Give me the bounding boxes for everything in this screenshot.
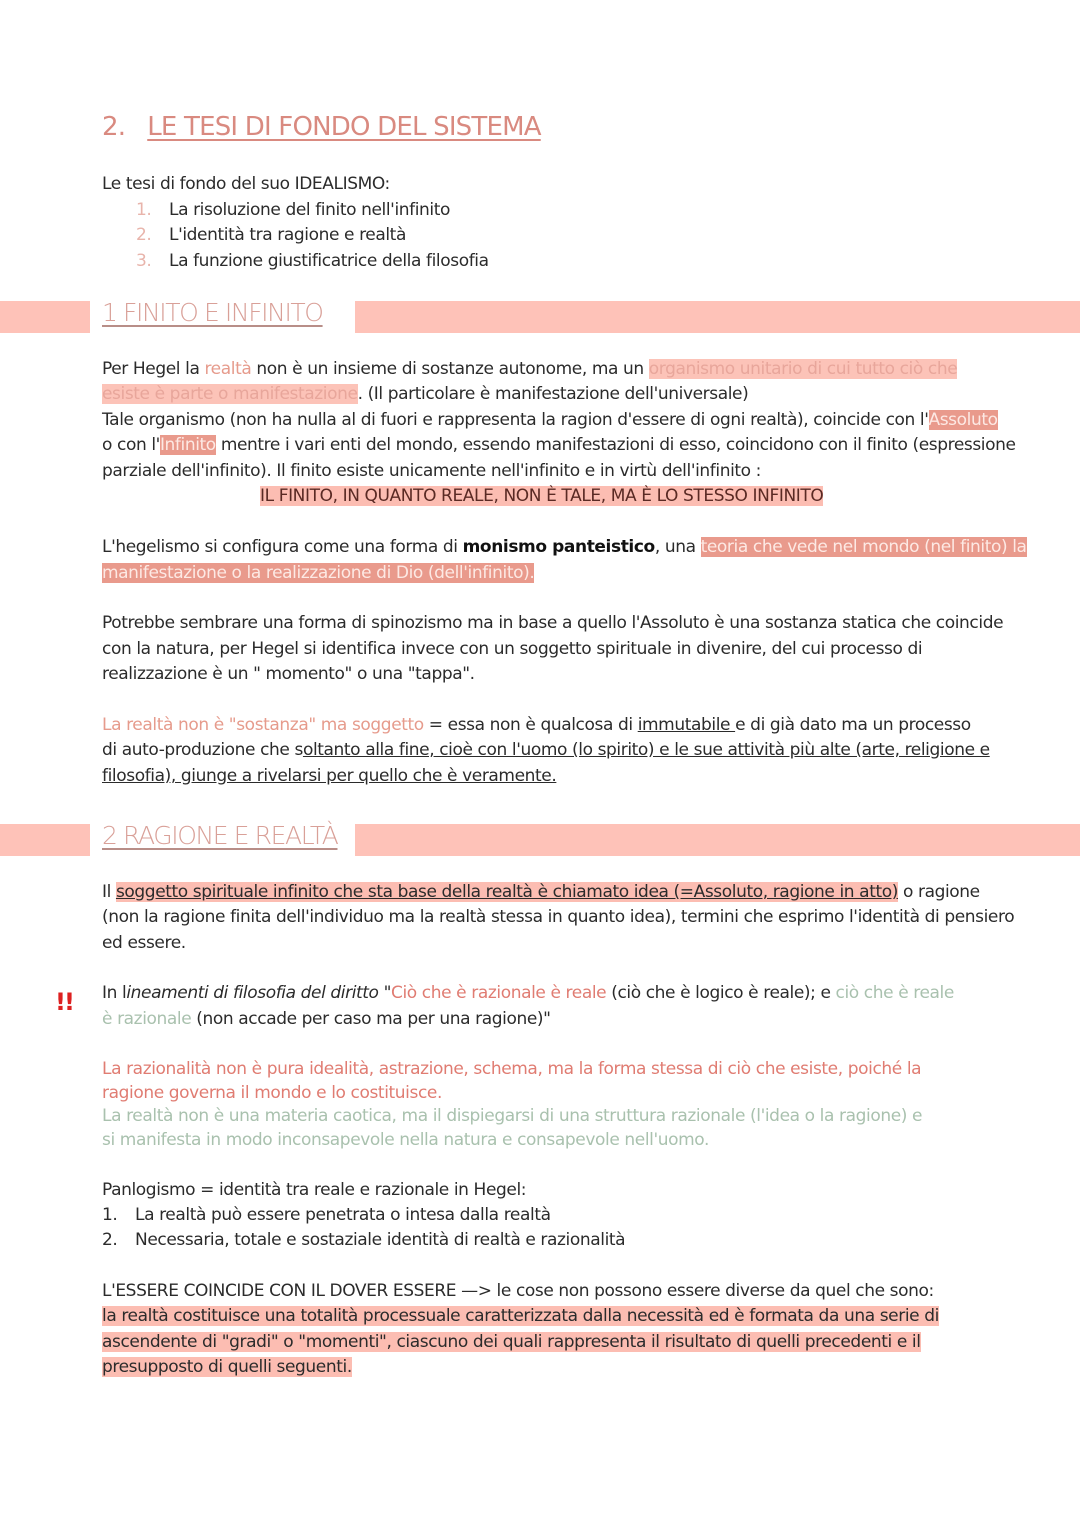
paragraph-line: L'ESSERE COINCIDE CON IL DOVER ESSERE —> le cose non possono essere diverse da quel che sono: bbox=[102, 1281, 934, 1301]
list-item: 1. La realtà può essere penetrata o intesa dalla realtà bbox=[102, 1205, 551, 1225]
key-statement: IL FINITO, IN QUANTO REALE, NON È TALE, MA È LO STESSO INFINITO bbox=[260, 486, 824, 506]
paragraph-line: si manifesta in modo inconsapevole nella natura e consapevole nell'uomo. bbox=[102, 1130, 709, 1150]
intro-item: 3. La funzione giustificatrice della filosofia bbox=[136, 251, 489, 271]
section-band-right bbox=[355, 824, 1080, 856]
intro-lead: Le tesi di fondo del suo IDEALISMO: bbox=[102, 174, 390, 194]
paragraph-line: ragione governa il mondo e lo costituisce. bbox=[102, 1083, 442, 1103]
paragraph-line: presupposto di quelli seguenti. bbox=[102, 1357, 352, 1377]
alert-icon: !! bbox=[55, 988, 73, 1016]
panlogismo-lead: Panlogismo = identità tra reale e razionale in Hegel: bbox=[102, 1180, 527, 1200]
paragraph-line: realizzazione è un " momento" o una "tappa". bbox=[102, 664, 475, 684]
paragraph-line: ed essere. bbox=[102, 933, 186, 953]
paragraph-line: (non la ragione finita dell'individuo ma la realtà stessa in quanto idea), termini che esprimo l'identità di pensiero bbox=[102, 907, 1015, 927]
paragraph-line: filosofia), giunge a rivelarsi per quello che è veramente. bbox=[102, 766, 557, 786]
heading-title: LE TESI DI FONDO DEL SISTEMA bbox=[147, 112, 541, 142]
list-item: 2. Necessaria, totale e sostaziale identità di realtà e razionalità bbox=[102, 1230, 626, 1250]
paragraph-line: Il soggetto spirituale infinito che sta base della realtà è chiamato idea (=Assoluto, ragione in atto) o ragione bbox=[102, 882, 980, 902]
paragraph-line: La realtà non è una materia caotica, ma il dispiegarsi di una struttura razionale (l'idea o la ragione) e bbox=[102, 1106, 923, 1126]
paragraph-line: In lineamenti di filosofia del diritto "Ciò che è razionale è reale (ciò che è logico è reale); e ciò che è reale bbox=[102, 983, 954, 1003]
paragraph-line: manifestazione o la realizzazione di Dio (dell'infinito). bbox=[102, 563, 535, 583]
section-band-left bbox=[0, 301, 90, 333]
paragraph-line: Tale organismo (non ha nulla al di fuori e rappresenta la ragion d'essere di ogni realtà), coincide con l'Assoluto bbox=[102, 410, 998, 430]
paragraph-line: esiste è parte o manifestazione. (Il particolare è manifestazione dell'universale) bbox=[102, 384, 749, 404]
paragraph-line: La realtà non è "sostanza" ma soggetto = essa non è qualcosa di immutabile e di già dato ma un processo bbox=[102, 715, 971, 735]
paragraph-line: parziale dell'infinito). Il finito esiste unicamente nell'infinito e in virtù dell'infinito : bbox=[102, 461, 762, 481]
paragraph-line: è razionale (non accade per caso ma per una ragione)" bbox=[102, 1009, 551, 1029]
paragraph-line: Per Hegel la realtà non è un insieme di sostanze autonome, ma un organismo unitario di cui tutto ciò che bbox=[102, 359, 958, 379]
paragraph-line: o con l'Infinito mentre i vari enti del mondo, essendo manifestazioni di esso, coincidono con il finito (espressione bbox=[102, 435, 1016, 455]
paragraph-line: Potrebbe sembrare una forma di spinozismo ma in base a quello l'Assoluto è una sostanza statica che coincide bbox=[102, 613, 1004, 633]
intro-item: 2. L'identità tra ragione e realtà bbox=[136, 225, 406, 245]
intro-item: 1. La risoluzione del finito nell'infinito bbox=[136, 200, 451, 220]
paragraph-line: La razionalità non è pura idealità, astrazione, schema, ma la forma stessa di ciò che esiste, poiché la bbox=[102, 1059, 922, 1079]
heading-number: 2. bbox=[102, 112, 126, 142]
paragraph-line: con la natura, per Hegel si identifica invece con un soggetto spirituale in divenire, del cui processo di bbox=[102, 639, 923, 659]
page-heading bbox=[102, 112, 541, 142]
paragraph-line: di auto-produzione che soltanto alla fine, cioè con l'uomo (lo spirito) e le sue attività più alte (arte, religione e bbox=[102, 740, 990, 760]
paragraph-line: la realtà costituisce una totalità processuale caratterizzata dalla necessità ed è formata da una serie di bbox=[102, 1306, 939, 1326]
section-band-right bbox=[355, 301, 1080, 333]
section-title-ragione: 2 RAGIONE E REALTÀ bbox=[102, 821, 338, 850]
paragraph-line: L'hegelismo si configura come una forma di monismo panteistico, una teoria che vede nel mondo (nel finito) la bbox=[102, 537, 1027, 557]
section-title-finito: 1 FINITO E INFINITO bbox=[102, 298, 323, 327]
section-band-left bbox=[0, 824, 90, 856]
paragraph-line: ascendente di "gradi" o "momenti", ciascuno dei quali rappresenta il risultato di quelli precedenti e il bbox=[102, 1332, 921, 1352]
